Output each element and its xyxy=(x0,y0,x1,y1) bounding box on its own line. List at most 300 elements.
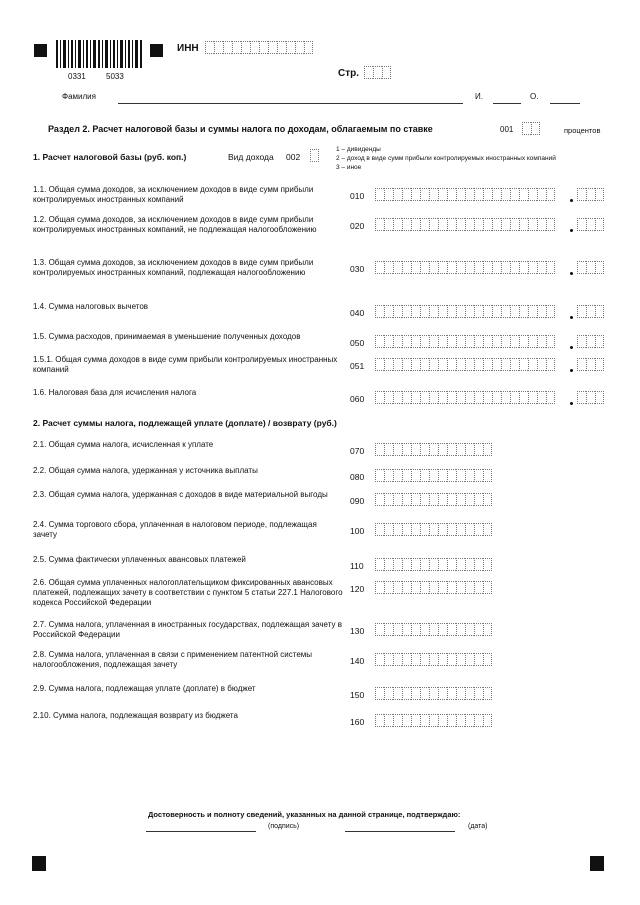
char-cell[interactable] xyxy=(577,391,586,404)
char-cell[interactable] xyxy=(510,218,519,231)
char-cell[interactable] xyxy=(546,261,555,274)
char-cell[interactable] xyxy=(420,687,429,700)
char-cell[interactable] xyxy=(402,623,411,636)
char-cell[interactable] xyxy=(402,261,411,274)
char-cell[interactable] xyxy=(384,305,393,318)
char-cell[interactable] xyxy=(375,581,384,594)
char-cell[interactable] xyxy=(402,443,411,456)
char-cell[interactable] xyxy=(420,623,429,636)
char-cell[interactable] xyxy=(537,358,546,371)
char-cell[interactable] xyxy=(456,335,465,348)
char-cell[interactable] xyxy=(537,188,546,201)
char-cell[interactable] xyxy=(375,261,384,274)
char-cell[interactable] xyxy=(465,493,474,506)
char-cell[interactable] xyxy=(375,653,384,666)
char-cell[interactable] xyxy=(595,261,604,274)
char-cell[interactable] xyxy=(577,305,586,318)
char-cell[interactable] xyxy=(402,188,411,201)
char-cell[interactable] xyxy=(492,358,501,371)
char-cell[interactable] xyxy=(384,714,393,727)
char-cell[interactable] xyxy=(384,391,393,404)
char-cell[interactable] xyxy=(447,653,456,666)
char-cell[interactable] xyxy=(382,66,391,79)
char-cell[interactable] xyxy=(393,714,402,727)
char-cell[interactable] xyxy=(519,305,528,318)
char-cell[interactable] xyxy=(474,358,483,371)
char-cell[interactable] xyxy=(465,188,474,201)
char-cell[interactable] xyxy=(384,469,393,482)
char-cell[interactable] xyxy=(375,335,384,348)
char-cell[interactable] xyxy=(375,523,384,536)
char-cell[interactable] xyxy=(456,558,465,571)
char-cell[interactable] xyxy=(465,687,474,700)
char-cell[interactable] xyxy=(277,41,286,54)
char-cell[interactable] xyxy=(465,523,474,536)
char-cell[interactable] xyxy=(474,305,483,318)
char-cell[interactable] xyxy=(474,653,483,666)
char-cell[interactable] xyxy=(402,493,411,506)
char-cell[interactable] xyxy=(447,261,456,274)
char-cell[interactable] xyxy=(384,558,393,571)
char-cell[interactable] xyxy=(456,358,465,371)
char-cell[interactable] xyxy=(402,305,411,318)
char-cell[interactable] xyxy=(522,122,531,135)
char-cell[interactable] xyxy=(456,493,465,506)
amount-field[interactable] xyxy=(375,261,555,274)
char-cell[interactable] xyxy=(492,188,501,201)
char-cell[interactable] xyxy=(438,558,447,571)
char-cell[interactable] xyxy=(528,218,537,231)
kopeks-field[interactable] xyxy=(577,391,604,404)
char-cell[interactable] xyxy=(429,335,438,348)
char-cell[interactable] xyxy=(456,714,465,727)
char-cell[interactable] xyxy=(456,188,465,201)
char-cell[interactable] xyxy=(465,623,474,636)
char-cell[interactable] xyxy=(537,391,546,404)
char-cell[interactable] xyxy=(465,714,474,727)
char-cell[interactable] xyxy=(438,358,447,371)
char-cell[interactable] xyxy=(465,358,474,371)
char-cell[interactable] xyxy=(429,358,438,371)
char-cell[interactable] xyxy=(492,261,501,274)
char-cell[interactable] xyxy=(393,391,402,404)
char-cell[interactable] xyxy=(510,188,519,201)
char-cell[interactable] xyxy=(456,261,465,274)
char-cell[interactable] xyxy=(501,188,510,201)
char-cell[interactable] xyxy=(384,623,393,636)
char-cell[interactable] xyxy=(501,305,510,318)
char-cell[interactable] xyxy=(393,188,402,201)
char-cell[interactable] xyxy=(375,358,384,371)
char-cell[interactable] xyxy=(456,623,465,636)
amount-field[interactable] xyxy=(375,358,555,371)
char-cell[interactable] xyxy=(528,391,537,404)
char-cell[interactable] xyxy=(402,391,411,404)
char-cell[interactable] xyxy=(429,391,438,404)
inn-field[interactable] xyxy=(205,41,313,54)
char-cell[interactable] xyxy=(205,41,214,54)
char-cell[interactable] xyxy=(402,714,411,727)
char-cell[interactable] xyxy=(465,391,474,404)
amount-field[interactable] xyxy=(375,493,492,506)
char-cell[interactable] xyxy=(546,218,555,231)
char-cell[interactable] xyxy=(420,581,429,594)
char-cell[interactable] xyxy=(429,523,438,536)
char-cell[interactable] xyxy=(586,335,595,348)
char-cell[interactable] xyxy=(483,558,492,571)
kopeks-field[interactable] xyxy=(577,188,604,201)
char-cell[interactable] xyxy=(474,523,483,536)
char-cell[interactable] xyxy=(286,41,295,54)
char-cell[interactable] xyxy=(483,443,492,456)
char-cell[interactable] xyxy=(250,41,259,54)
char-cell[interactable] xyxy=(465,653,474,666)
char-cell[interactable] xyxy=(447,714,456,727)
char-cell[interactable] xyxy=(411,523,420,536)
char-cell[interactable] xyxy=(420,188,429,201)
char-cell[interactable] xyxy=(586,218,595,231)
char-cell[interactable] xyxy=(586,305,595,318)
char-cell[interactable] xyxy=(447,188,456,201)
amount-field[interactable] xyxy=(375,714,492,727)
char-cell[interactable] xyxy=(438,305,447,318)
amount-field[interactable] xyxy=(375,188,555,201)
char-cell[interactable] xyxy=(474,493,483,506)
char-cell[interactable] xyxy=(483,581,492,594)
char-cell[interactable] xyxy=(214,41,223,54)
char-cell[interactable] xyxy=(411,443,420,456)
char-cell[interactable] xyxy=(393,443,402,456)
char-cell[interactable] xyxy=(402,558,411,571)
char-cell[interactable] xyxy=(384,581,393,594)
char-cell[interactable] xyxy=(420,305,429,318)
char-cell[interactable] xyxy=(375,218,384,231)
char-cell[interactable] xyxy=(393,469,402,482)
amount-field[interactable] xyxy=(375,623,492,636)
char-cell[interactable] xyxy=(483,687,492,700)
char-cell[interactable] xyxy=(492,305,501,318)
char-cell[interactable] xyxy=(474,469,483,482)
char-cell[interactable] xyxy=(384,443,393,456)
char-cell[interactable] xyxy=(519,391,528,404)
char-cell[interactable] xyxy=(456,523,465,536)
char-cell[interactable] xyxy=(241,41,250,54)
char-cell[interactable] xyxy=(510,261,519,274)
char-cell[interactable] xyxy=(420,653,429,666)
char-cell[interactable] xyxy=(447,335,456,348)
char-cell[interactable] xyxy=(393,305,402,318)
char-cell[interactable] xyxy=(375,493,384,506)
char-cell[interactable] xyxy=(268,41,277,54)
char-cell[interactable] xyxy=(483,218,492,231)
char-cell[interactable] xyxy=(546,335,555,348)
char-cell[interactable] xyxy=(411,218,420,231)
char-cell[interactable] xyxy=(411,188,420,201)
char-cell[interactable] xyxy=(402,687,411,700)
char-cell[interactable] xyxy=(474,188,483,201)
signature-field[interactable] xyxy=(146,831,256,832)
char-cell[interactable] xyxy=(420,261,429,274)
char-cell[interactable] xyxy=(546,305,555,318)
char-cell[interactable] xyxy=(393,335,402,348)
char-cell[interactable] xyxy=(438,469,447,482)
char-cell[interactable] xyxy=(483,335,492,348)
char-cell[interactable] xyxy=(465,335,474,348)
char-cell[interactable] xyxy=(595,305,604,318)
char-cell[interactable] xyxy=(411,687,420,700)
char-cell[interactable] xyxy=(438,523,447,536)
char-cell[interactable] xyxy=(411,558,420,571)
char-cell[interactable] xyxy=(393,687,402,700)
char-cell[interactable] xyxy=(528,358,537,371)
char-cell[interactable] xyxy=(393,358,402,371)
kopeks-field[interactable] xyxy=(577,358,604,371)
char-cell[interactable] xyxy=(474,623,483,636)
char-cell[interactable] xyxy=(429,623,438,636)
char-cell[interactable] xyxy=(429,188,438,201)
char-cell[interactable] xyxy=(447,391,456,404)
char-cell[interactable] xyxy=(474,261,483,274)
char-cell[interactable] xyxy=(465,443,474,456)
char-cell[interactable] xyxy=(429,653,438,666)
char-cell[interactable] xyxy=(411,653,420,666)
char-cell[interactable] xyxy=(375,714,384,727)
char-cell[interactable] xyxy=(483,358,492,371)
char-cell[interactable] xyxy=(483,261,492,274)
amount-field[interactable] xyxy=(375,443,492,456)
char-cell[interactable] xyxy=(438,335,447,348)
char-cell[interactable] xyxy=(429,581,438,594)
char-cell[interactable] xyxy=(373,66,382,79)
char-cell[interactable] xyxy=(375,305,384,318)
amount-field[interactable] xyxy=(375,581,492,594)
char-cell[interactable] xyxy=(456,687,465,700)
char-cell[interactable] xyxy=(577,335,586,348)
char-cell[interactable] xyxy=(447,443,456,456)
char-cell[interactable] xyxy=(546,391,555,404)
char-cell[interactable] xyxy=(519,218,528,231)
amount-field[interactable] xyxy=(375,653,492,666)
amount-field[interactable] xyxy=(375,391,555,404)
initial-o-field[interactable] xyxy=(550,103,580,104)
char-cell[interactable] xyxy=(531,122,540,135)
char-cell[interactable] xyxy=(501,358,510,371)
char-cell[interactable] xyxy=(586,261,595,274)
char-cell[interactable] xyxy=(456,443,465,456)
char-cell[interactable] xyxy=(510,391,519,404)
char-cell[interactable] xyxy=(393,493,402,506)
char-cell[interactable] xyxy=(393,218,402,231)
char-cell[interactable] xyxy=(483,523,492,536)
char-cell[interactable] xyxy=(447,558,456,571)
initial-i-field[interactable] xyxy=(493,103,521,104)
char-cell[interactable] xyxy=(501,335,510,348)
char-cell[interactable] xyxy=(438,218,447,231)
char-cell[interactable] xyxy=(411,469,420,482)
char-cell[interactable] xyxy=(429,493,438,506)
char-cell[interactable] xyxy=(438,581,447,594)
char-cell[interactable] xyxy=(483,188,492,201)
amount-field[interactable] xyxy=(375,335,555,348)
char-cell[interactable] xyxy=(402,469,411,482)
char-cell[interactable] xyxy=(447,523,456,536)
char-cell[interactable] xyxy=(510,305,519,318)
char-cell[interactable] xyxy=(402,335,411,348)
char-cell[interactable] xyxy=(429,443,438,456)
char-cell[interactable] xyxy=(438,391,447,404)
char-cell[interactable] xyxy=(429,218,438,231)
char-cell[interactable] xyxy=(375,623,384,636)
char-cell[interactable] xyxy=(438,188,447,201)
char-cell[interactable] xyxy=(510,335,519,348)
char-cell[interactable] xyxy=(447,493,456,506)
char-cell[interactable] xyxy=(411,358,420,371)
char-cell[interactable] xyxy=(402,653,411,666)
kopeks-field[interactable] xyxy=(577,305,604,318)
char-cell[interactable] xyxy=(595,188,604,201)
char-cell[interactable] xyxy=(465,581,474,594)
char-cell[interactable] xyxy=(429,558,438,571)
char-cell[interactable] xyxy=(393,558,402,571)
amount-field[interactable] xyxy=(375,687,492,700)
char-cell[interactable] xyxy=(595,358,604,371)
char-cell[interactable] xyxy=(393,261,402,274)
char-cell[interactable] xyxy=(447,358,456,371)
char-cell[interactable] xyxy=(519,188,528,201)
char-cell[interactable] xyxy=(384,261,393,274)
char-cell[interactable] xyxy=(586,188,595,201)
date-field[interactable] xyxy=(345,831,455,832)
char-cell[interactable] xyxy=(492,218,501,231)
char-cell[interactable] xyxy=(420,714,429,727)
char-cell[interactable] xyxy=(447,218,456,231)
char-cell[interactable] xyxy=(586,358,595,371)
char-cell[interactable] xyxy=(411,623,420,636)
char-cell[interactable] xyxy=(483,623,492,636)
char-cell[interactable] xyxy=(420,469,429,482)
char-cell[interactable] xyxy=(438,714,447,727)
char-cell[interactable] xyxy=(384,653,393,666)
char-cell[interactable] xyxy=(577,188,586,201)
char-cell[interactable] xyxy=(420,391,429,404)
char-cell[interactable] xyxy=(393,653,402,666)
char-cell[interactable] xyxy=(528,335,537,348)
char-cell[interactable] xyxy=(411,493,420,506)
char-cell[interactable] xyxy=(492,391,501,404)
char-cell[interactable] xyxy=(438,261,447,274)
char-cell[interactable] xyxy=(429,687,438,700)
char-cell[interactable] xyxy=(465,261,474,274)
char-cell[interactable] xyxy=(402,581,411,594)
char-cell[interactable] xyxy=(402,523,411,536)
char-cell[interactable] xyxy=(510,358,519,371)
char-cell[interactable] xyxy=(595,391,604,404)
char-cell[interactable] xyxy=(465,469,474,482)
char-cell[interactable] xyxy=(393,581,402,594)
char-cell[interactable] xyxy=(384,188,393,201)
char-cell[interactable] xyxy=(438,443,447,456)
char-cell[interactable] xyxy=(223,41,232,54)
char-cell[interactable] xyxy=(501,261,510,274)
char-cell[interactable] xyxy=(411,305,420,318)
char-cell[interactable] xyxy=(429,714,438,727)
char-cell[interactable] xyxy=(456,305,465,318)
char-cell[interactable] xyxy=(384,493,393,506)
char-cell[interactable] xyxy=(595,218,604,231)
char-cell[interactable] xyxy=(519,335,528,348)
char-cell[interactable] xyxy=(364,66,373,79)
char-cell[interactable] xyxy=(402,218,411,231)
char-cell[interactable] xyxy=(474,391,483,404)
char-cell[interactable] xyxy=(474,335,483,348)
char-cell[interactable] xyxy=(586,391,595,404)
char-cell[interactable] xyxy=(474,558,483,571)
char-cell[interactable] xyxy=(438,623,447,636)
char-cell[interactable] xyxy=(528,305,537,318)
char-cell[interactable] xyxy=(375,687,384,700)
amount-field[interactable] xyxy=(375,218,555,231)
char-cell[interactable] xyxy=(259,41,268,54)
income-type-field[interactable] xyxy=(310,149,319,162)
amount-field[interactable] xyxy=(375,469,492,482)
char-cell[interactable] xyxy=(375,391,384,404)
char-cell[interactable] xyxy=(420,493,429,506)
kopeks-field[interactable] xyxy=(577,261,604,274)
char-cell[interactable] xyxy=(474,443,483,456)
char-cell[interactable] xyxy=(465,558,474,571)
char-cell[interactable] xyxy=(310,149,319,162)
char-cell[interactable] xyxy=(577,218,586,231)
char-cell[interactable] xyxy=(420,358,429,371)
char-cell[interactable] xyxy=(384,218,393,231)
char-cell[interactable] xyxy=(393,623,402,636)
char-cell[interactable] xyxy=(537,335,546,348)
char-cell[interactable] xyxy=(474,218,483,231)
char-cell[interactable] xyxy=(465,218,474,231)
char-cell[interactable] xyxy=(528,188,537,201)
char-cell[interactable] xyxy=(447,687,456,700)
char-cell[interactable] xyxy=(438,493,447,506)
char-cell[interactable] xyxy=(501,218,510,231)
char-cell[interactable] xyxy=(438,687,447,700)
char-cell[interactable] xyxy=(447,469,456,482)
char-cell[interactable] xyxy=(420,443,429,456)
char-cell[interactable] xyxy=(295,41,304,54)
char-cell[interactable] xyxy=(411,335,420,348)
page-number-field[interactable] xyxy=(364,66,391,79)
char-cell[interactable] xyxy=(420,558,429,571)
char-cell[interactable] xyxy=(232,41,241,54)
char-cell[interactable] xyxy=(546,358,555,371)
char-cell[interactable] xyxy=(456,581,465,594)
char-cell[interactable] xyxy=(546,188,555,201)
char-cell[interactable] xyxy=(304,41,313,54)
rate-field[interactable] xyxy=(522,122,540,135)
char-cell[interactable] xyxy=(375,469,384,482)
char-cell[interactable] xyxy=(447,581,456,594)
char-cell[interactable] xyxy=(420,335,429,348)
amount-field[interactable] xyxy=(375,305,555,318)
char-cell[interactable] xyxy=(456,653,465,666)
char-cell[interactable] xyxy=(393,523,402,536)
char-cell[interactable] xyxy=(411,714,420,727)
char-cell[interactable] xyxy=(429,469,438,482)
char-cell[interactable] xyxy=(483,391,492,404)
char-cell[interactable] xyxy=(483,493,492,506)
char-cell[interactable] xyxy=(492,335,501,348)
char-cell[interactable] xyxy=(465,305,474,318)
kopeks-field[interactable] xyxy=(577,218,604,231)
